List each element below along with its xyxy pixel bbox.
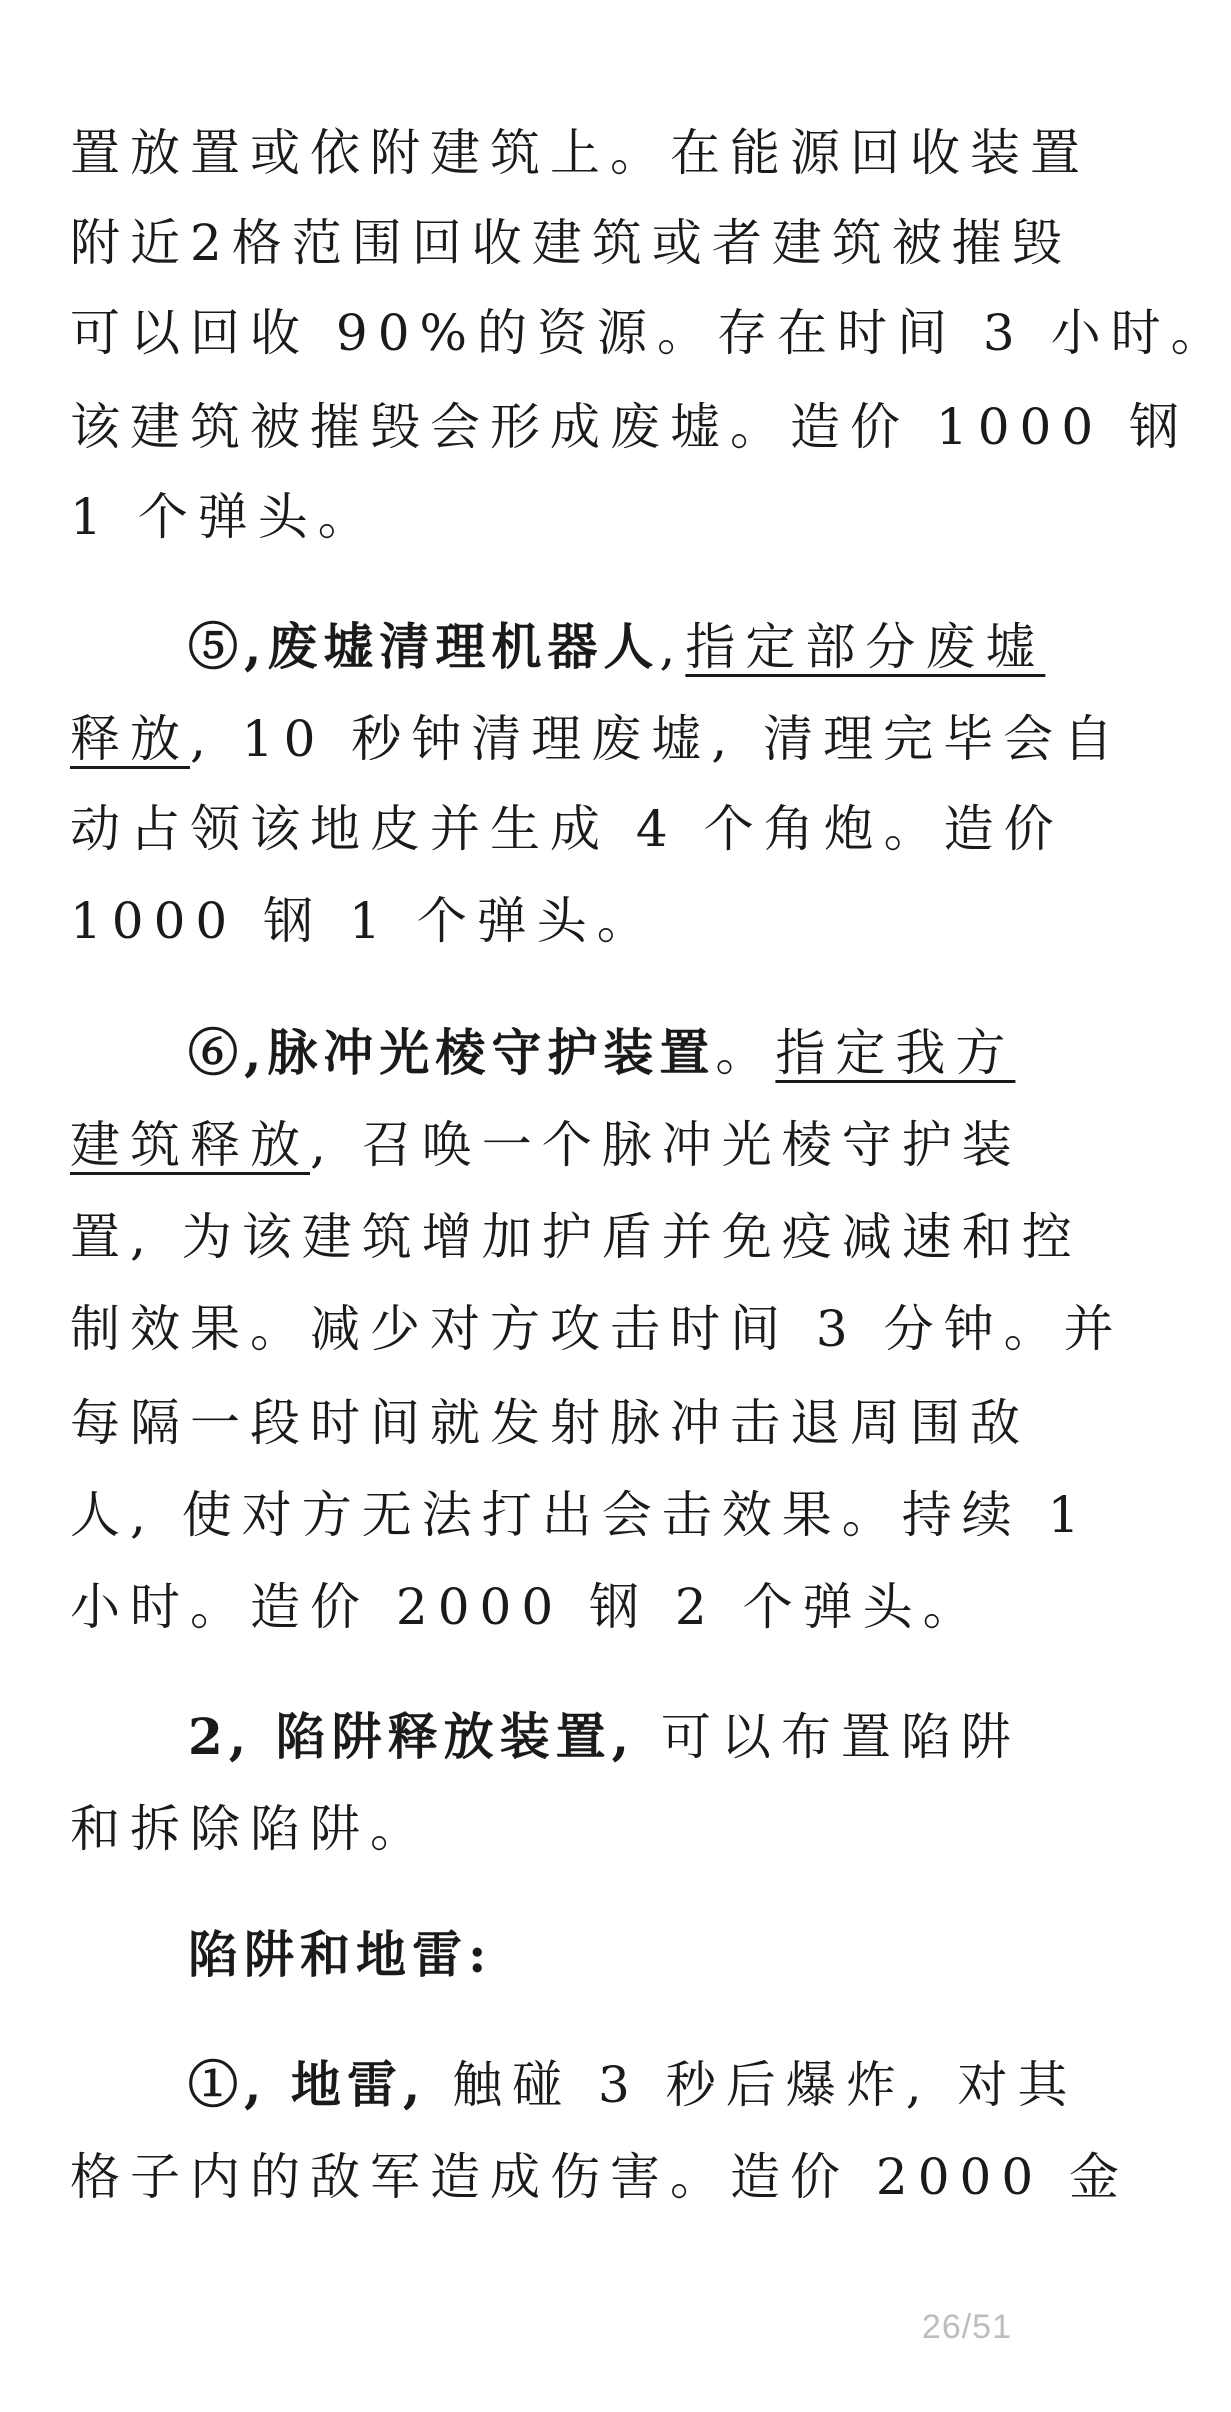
text-line: [70, 1480, 1090, 1550]
underlined-text: 指定部分废墟: [685, 618, 1046, 676]
line-text: , 10 秒钟清理废墟, 清理完毕会自: [190, 710, 1124, 768]
page-indicator: 26/51: [921, 2308, 1012, 2346]
line-text: , 召唤一个脉冲光棱守护装: [310, 1116, 1022, 1174]
line-text: 动占领该地皮并生成 4 个角炮。造价: [70, 800, 1064, 858]
line-text: 1000 钢 1 个弹头。: [70, 892, 657, 950]
text-line: [70, 298, 1231, 368]
text-line: [70, 1202, 1082, 1272]
line-text: 和拆除陷阱。: [70, 1800, 430, 1858]
section-heading-6: [188, 1018, 1016, 1088]
text-line: [70, 482, 1010, 552]
text-line: [70, 886, 1010, 956]
text-line: [70, 1294, 1124, 1364]
text-line: [70, 208, 1072, 278]
underlined-text: 建筑释放: [70, 1116, 310, 1174]
line-text: 置放置或依附建筑上。在能源回收装置: [70, 124, 1090, 182]
item-title: ①, 地雷,: [188, 2055, 427, 2114]
line-text: 每隔一段时间就发射脉冲击退周围敌: [70, 1394, 1030, 1452]
section-heading-traps-mines: [188, 1920, 1010, 1990]
item-number: ⑤,: [188, 617, 268, 676]
line-text: 1 个弹头。: [70, 488, 378, 546]
item-title: 2, 陷阱释放装置,: [188, 1707, 636, 1766]
underlined-text: 释放: [70, 710, 190, 768]
text-line: [70, 1110, 1022, 1180]
text-line: [70, 794, 1064, 864]
line-text: 附近2格范围回收建筑或者建筑被摧毁: [70, 214, 1072, 272]
separator: ,: [659, 618, 686, 676]
text-line: [70, 704, 1124, 774]
line-text: 小时。造价 2000 钢 2 个弹头。: [70, 1578, 983, 1636]
line-text: 格子内的敌军造成伤害。造价 2000 金: [70, 2148, 1130, 2206]
text-line: [70, 1572, 1010, 1642]
line-text: 制效果。减少对方攻击时间 3 分钟。并: [70, 1300, 1124, 1358]
underlined-text: 指定我方: [775, 1024, 1016, 1082]
text-line: [70, 1388, 1030, 1458]
line-text: 人, 使对方无法打出会击效果。持续 1: [70, 1486, 1090, 1544]
text-line: [70, 392, 1190, 462]
text-line: [70, 1794, 1010, 1864]
line-text: 可以布置陷阱: [635, 1708, 1021, 1766]
item-title: 陷阱和地雷:: [188, 1925, 493, 1984]
section-heading-mine: [188, 2050, 1078, 2120]
line-text: 该建筑被摧毁会形成废墟。造价 1000 钢: [70, 398, 1190, 456]
item-title: 脉冲光棱守护装置: [267, 1023, 716, 1082]
line-text: 可以回收 90%的资源。存在时间 3 小时。: [70, 304, 1231, 362]
text-line: [70, 118, 1090, 188]
line-text: 置, 为该建筑增加护盾并免疫减速和控: [70, 1208, 1082, 1266]
item-title: 废墟清理机器人: [267, 617, 660, 676]
item-number: ⑥,: [188, 1023, 268, 1082]
separator: 。: [715, 1024, 776, 1082]
section-heading-trap-device: [188, 1702, 1021, 1772]
text-line: [70, 2142, 1130, 2212]
section-heading-5: [188, 612, 1046, 682]
line-text: 触碰 3 秒后爆炸, 对其: [426, 2056, 1078, 2114]
